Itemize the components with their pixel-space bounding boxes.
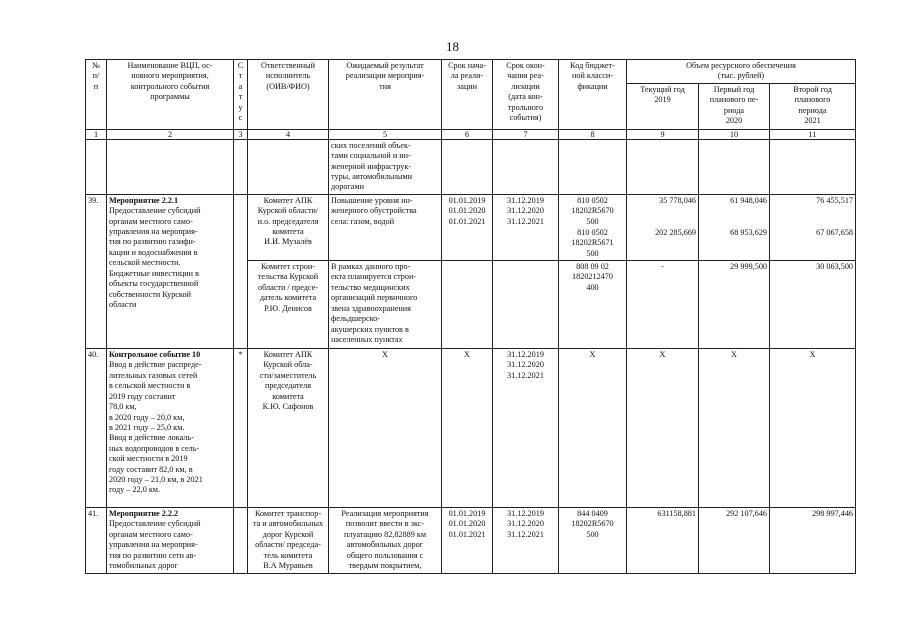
header-year-2021: Второй год планового периода 2021 [770,83,856,129]
responsible-cell: Комитет строи- тельства Курской области / предсе- датель комитета Р.Ю. Денисов [248,261,329,349]
kbk-cell: 808 09 02 1820212470 400 [559,261,627,349]
amount-2019-cell: 631158,881 [627,508,699,574]
kbk-cell [559,194,627,260]
amount-2021-cell: Х [770,349,856,508]
result-cell: ских поселений объек- тами социальной и ин- женерной инфраструк- туры, автомобильными дорогами [329,139,442,194]
amount-value: 35 778,046 [659,195,696,205]
kbk-code: 810 0502 18202R5670 500 [571,195,614,226]
name-cell [107,194,234,348]
result-cell: Х [329,349,442,508]
header-kbk: Код бюджет- ной класси- фикации [559,60,627,130]
start-date-cell: Х [442,349,493,508]
name-cell [107,349,234,508]
page-number: 18 [446,39,459,54]
end-date-cell: 31.12.2019 31.12.2020 31.12.2021 [493,508,559,574]
amount-value: 61 948,046 [730,195,767,205]
program-table [85,59,856,574]
col-number: 9 [627,129,699,139]
row-title: Контрольное событие 10 [109,350,201,360]
end-date-cell: 31.12.2019 31.12.2020 31.12.2021 [493,349,559,508]
amount-2021-cell [770,194,856,260]
header-result: Ожидаемый результат реализации мероприя- тия [329,60,442,130]
header-responsible: Ответственный исполнитель (ОИВ/ФИО) [248,60,329,130]
col-number: 11 [770,129,856,139]
col-number: 8 [559,129,627,139]
table-row [86,194,856,260]
row-description: Предоставление субсидий органам местного само- управления на мероприя- тия по развитию газифи- кации и водоснабжения в сельской местности. Бюджетные инвестиции в объекты государственной собственности Курской области [109,206,201,309]
amount-2020-cell: Х [699,349,770,508]
amount-2021-cell: 298 997,446 [770,508,856,574]
table-row [86,349,856,508]
header-year-2019: Текущий год 2019 [627,83,699,129]
header-status: С т а т у с [234,60,248,130]
header-row-1 [86,60,856,84]
header-num: № п/ п [86,60,107,130]
amount-2020-cell: 29 999,500 [699,261,770,349]
start-date-cell: 01.01.2019 01.01.2020 01.01.2021 [442,194,493,260]
header-end: Срок окон- чания реа- лизации (дата кон- трольного события) [493,60,559,130]
amount-2019-cell: - [627,261,699,349]
row-description: Ввод в действие распреде- лительных газовых сетей в сельской местности в 2019 году составит 78,0 км, в 2020 году – 20,0 км, в 2021 году – 25,0 км. Ввод в действие локаль- ных водопроводов в сель- ской местности в 2019 году составит 82,0 км, в 2020 году – 21,0 км, в 2021 году – 22,0 км. [109,360,203,495]
amount-2020-cell [699,194,770,260]
status-cell: * [234,349,248,508]
responsible-cell: Комитет транспор- та и автомобильных дорог Курской области/ председа- тель комитета В.А Муравьев [248,508,329,574]
row-number: 40. [86,349,107,508]
row-title: Мероприятие 2.2.1 [109,195,179,205]
table-row [86,139,856,194]
col-number: 6 [442,129,493,139]
col-number: 7 [493,129,559,139]
column-numbers-row [86,129,856,139]
col-number: 5 [329,129,442,139]
result-cell: Реализация мероприятия позволит ввести в экс- плуатацию 82,82889 км автомобильных дорог общего пользования с твердым покрытием, [329,508,442,574]
col-number: 1 [86,129,107,139]
amount-value: 76 455,517 [816,195,853,205]
col-number: 3 [234,129,248,139]
header-resources: Объем ресурсного обеспечения (тыс. рублей) [627,60,856,84]
responsible-cell: Комитет АПК Курской обла- сти/заместитель председателя комитета К.Ю. Сафонов [248,349,329,508]
col-number: 2 [107,129,234,139]
result-cell: Повышение уровня ин- женерного обустройства села: газом, водой [329,194,442,260]
header-year-2020: Первый год планового пе- риода 2020 [699,83,770,129]
amount-2021-cell: 30 063,500 [770,261,856,349]
start-date-cell: 01.01.2019 01.01.2020 01.01.2021 [442,508,493,574]
end-date-cell: 31.12.2019 31.12.2020 31.12.2021 [493,194,559,260]
row-title: Мероприятие 2.2.2 [109,509,179,519]
kbk-cell: 844 0409 18202R5670 500 [559,508,627,574]
row-number: 41. [86,508,107,574]
responsible-cell: Комитет АПК Курской области/ и.о. председателя комитета И.И. Музалёв [248,194,329,260]
amount-value: 68 953,629 [730,227,767,237]
kbk-code: 810 0502 18202R5671 500 [571,227,614,258]
amount-2020-cell: 292 107,646 [699,508,770,574]
amount-2019-cell [627,194,699,260]
name-cell [107,508,234,574]
amount-2019-cell: Х [627,349,699,508]
amount-value: 67 067,658 [816,227,853,237]
amount-value: 202 285,669 [655,227,696,237]
header-name: Наименование ВЦП, ос- новного мероприятия, контрольного события программы [107,60,234,130]
col-number: 10 [699,129,770,139]
row-description: Предоставление субсидий органам местного само- управления на мероприя- тия по развитию сети ав- томобильных дорог [109,519,201,571]
col-number: 4 [248,129,329,139]
result-cell: В рамках данного про- екта планируется строи- тельство медицинских организаций первичного звена здравоохранения фельдшерско- акушерских пунктов в населенных пунктах [329,261,442,349]
table-row [86,508,856,574]
kbk-cell: Х [559,349,627,508]
header-start: Срок нача- ла реали- зации [442,60,493,130]
row-number: 39. [86,194,107,348]
